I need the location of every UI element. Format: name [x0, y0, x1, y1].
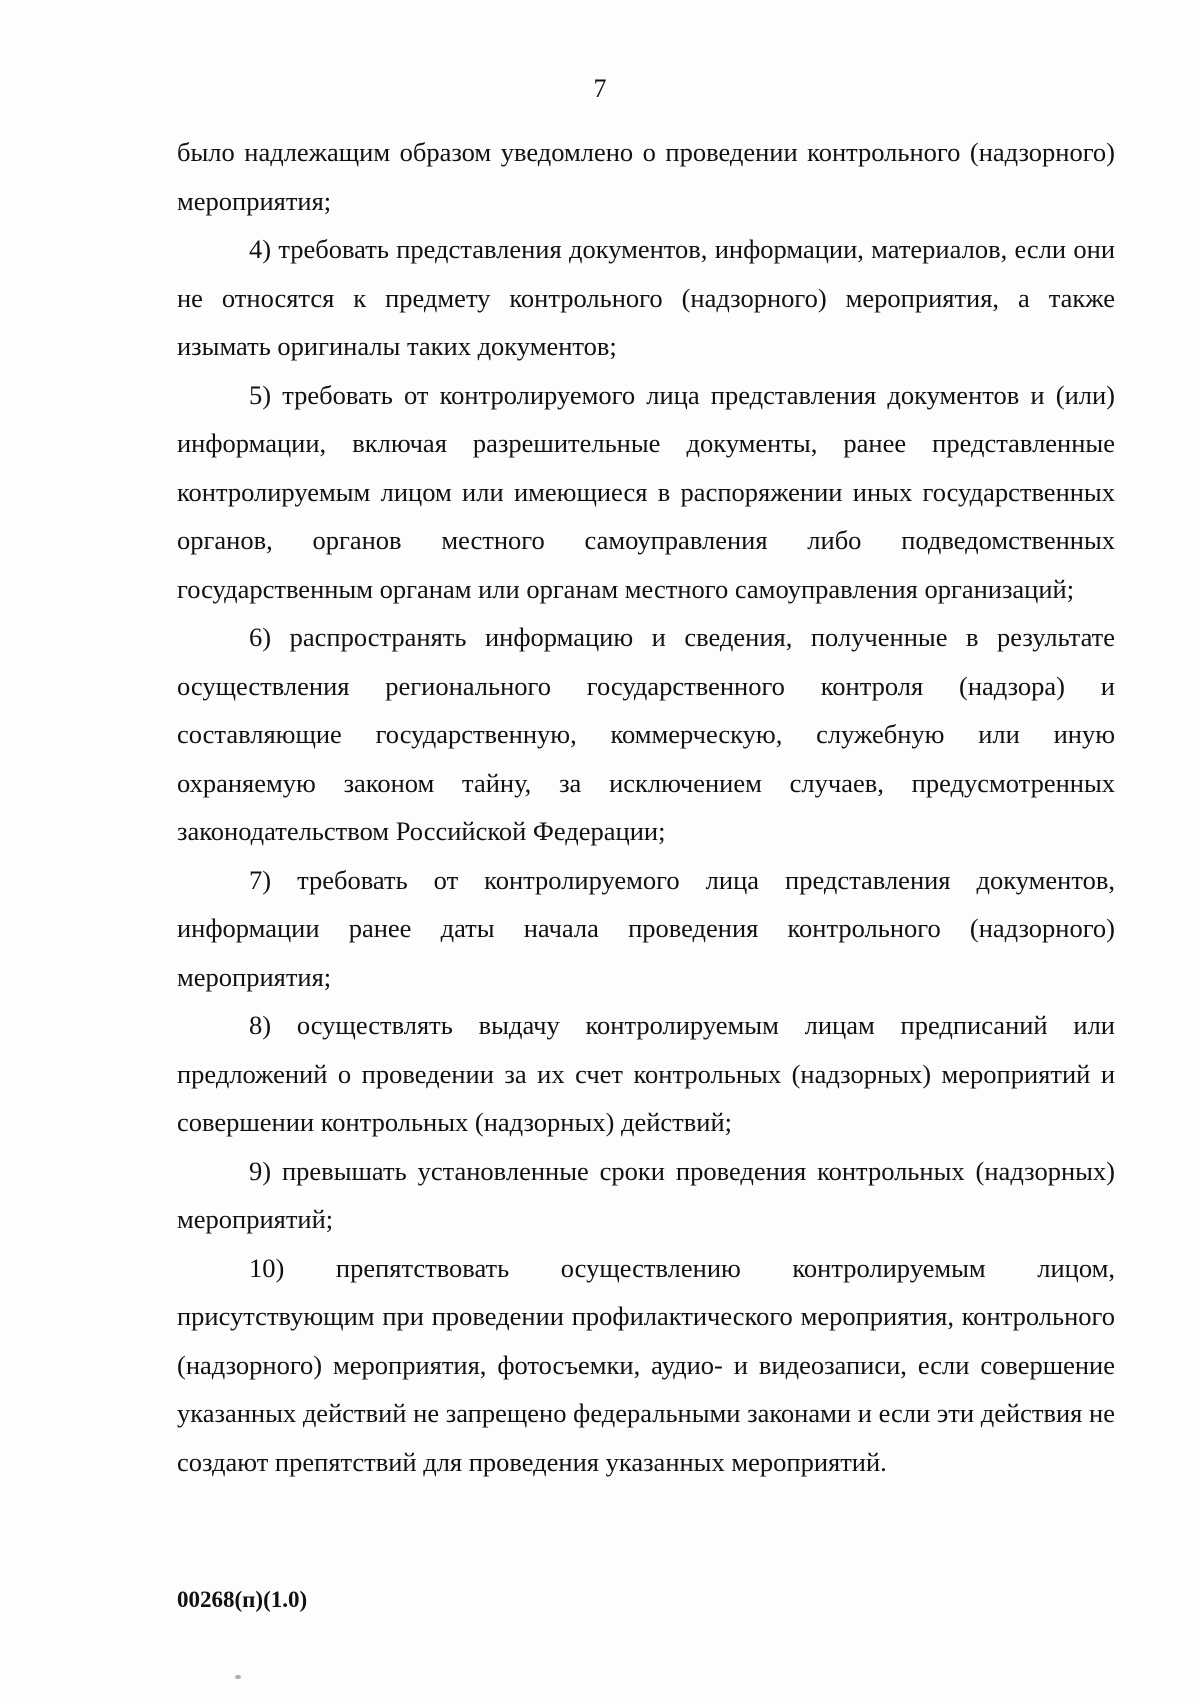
paragraph-item-7: 7) требовать от контролируемого лица представления документов, информации ранее даты начала проведения контрольного (надзорного) мероприятия;: [177, 864, 1115, 992]
paragraph-item-10: 10) препятствовать осуществлению контролируемым лицом, присутствующим при проведении профилактического мероприятия, контрольного (надзорного) мероприятия, фотосъемки, аудио- и видеозаписи, если совершение указанных действий не запрещено федеральными законами и если эти действия не создают препятствий для проведения указанных мероприятий.: [177, 1252, 1115, 1477]
document-code: 00268(п)(1.0): [177, 1587, 308, 1612]
paragraph-item-9: 9) превышать установленные сроки проведения контрольных (надзорных) мероприятий;: [177, 1155, 1115, 1234]
paragraph-item-6: 6) распространять информацию и сведения, полученные в результате осуществления регионального государственного контроля (надзора) и составляющие государственную, коммерческую, служебную или иную охраняемую законом тайну, за исключением случаев, предусмотренных законодательством Российской Федерации;: [177, 622, 1115, 846]
paragraph-item-8: 8) осуществлять выдачу контролируемым лицам предписаний или предложений о проведении за их счет контрольных (надзорных) мероприятий и совершении контрольных (надзорных) действий;: [177, 1010, 1115, 1137]
document-body: [177, 128, 1115, 1486]
page-number: 7: [593, 74, 607, 103]
paragraph-continuation: было надлежащим образом уведомлено о проведении контрольного (надзорного) мероприятия;: [177, 137, 1115, 216]
paragraph-item-4: 4) требовать представления документов, информации, материалов, если они не относятся к предмету контрольного (надзорного) мероприятия, а также изымать оригиналы таких документов;: [177, 234, 1115, 361]
scan-speck: [235, 1675, 241, 1679]
paragraph-item-5: 5) требовать от контролируемого лица представления документов и (или) информации, включая разрешительные документы, ранее представленные контролируемым лицом или имеющиеся в распоряжении иных государственных органов, органов местного самоуправления либо подведомственных государственным органам или органам местного самоуправления организаций;: [177, 379, 1115, 604]
